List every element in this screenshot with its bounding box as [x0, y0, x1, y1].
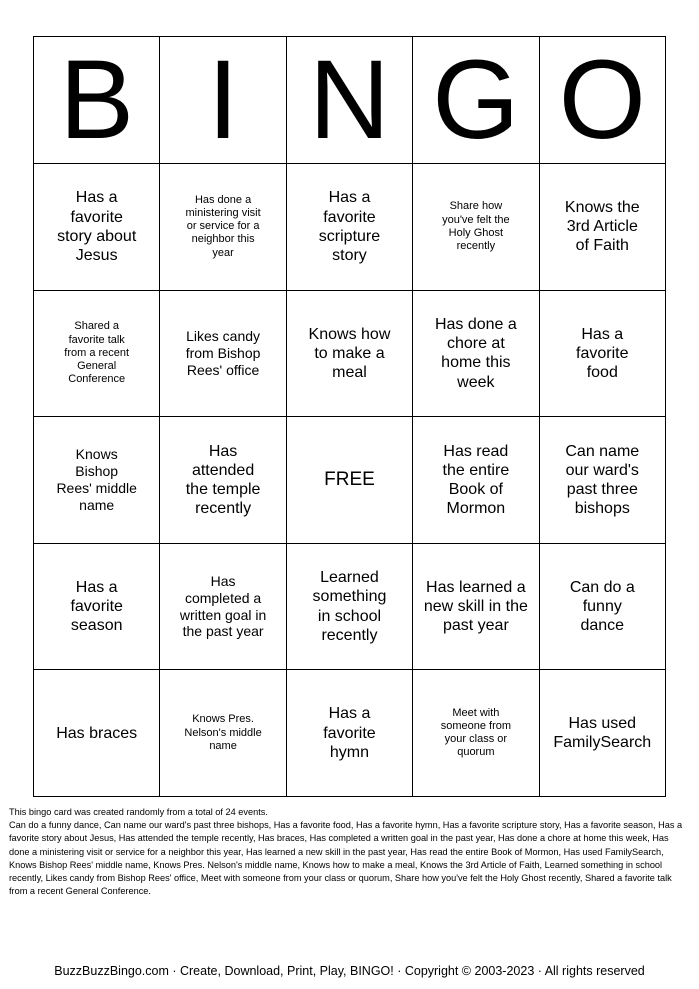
bingo-card	[33, 36, 666, 797]
bingo-cell[interactable]	[160, 164, 286, 291]
bingo-cell[interactable]	[539, 164, 665, 291]
bingo-cell[interactable]	[413, 543, 539, 670]
bingo-cell[interactable]	[160, 417, 286, 544]
bingo-cell[interactable]	[539, 543, 665, 670]
bingo-cell-text: Has a favorite hymn	[323, 705, 376, 761]
bingo-cell[interactable]	[160, 670, 286, 797]
bingo-cell-text: Has a favorite scripture story	[318, 189, 381, 264]
bingo-cell[interactable]	[286, 290, 412, 417]
bingo-cell[interactable]	[160, 290, 286, 417]
bingo-cell-text: Has read the entire Book of Mormon	[442, 442, 510, 518]
header-letter-i: I	[160, 37, 286, 164]
card-info-event-list: Can do a funny dance, Can name our ward's past three bishops, Has a favorite food, Has a favorite hymn, Has a favorite scripture story, Has a favorite season, Has a favorite story about Jesus, Has attended the temple recently, Has braces, Has completed a written goal in the past year, Has done a chore at home this week, Has done a ministering visit or service for a neighbor this year, Has learned a new skill in the past year, Has read the entire Book of Mormon, Has used FamilySearch, Knows Bishop Rees' middle name, Knows Pres. Nelson's middle name, Knows how to make a meal, Knows the 3rd Article of Faith, Learned something in school recently, Likes candy from Bishop Rees' office, Meet with someone from your class or quorum, Share how you've felt the Holy Ghost recently, Shared a favorite talk from a recent General Conference.	[9, 820, 683, 897]
header-letter-n: N	[286, 37, 412, 164]
bingo-cell-text: Has used FamilySearch	[553, 714, 652, 752]
header-letter-g: G	[413, 37, 539, 164]
bingo-cell[interactable]	[286, 543, 412, 670]
free-space[interactable]	[286, 417, 412, 544]
bingo-cell[interactable]	[34, 417, 160, 544]
bingo-cell-text: Likes candy from Bishop Rees' office	[185, 328, 261, 378]
bingo-row	[34, 290, 666, 417]
bingo-cell-text: Has a favorite food	[576, 325, 629, 381]
bingo-cell-text: Has braces	[56, 724, 138, 742]
bingo-cell[interactable]	[286, 670, 412, 797]
bingo-cell[interactable]	[539, 670, 665, 797]
bingo-cell[interactable]	[413, 164, 539, 291]
bingo-row	[34, 164, 666, 291]
bingo-row	[34, 670, 666, 797]
site-footer: BuzzBuzzBingo.com · Create, Download, Print, Play, BINGO! · Copyright © 2003-2023 · All rights reserved	[54, 964, 645, 978]
bingo-cell-text: Has completed a written goal in the past year	[179, 572, 267, 640]
bingo-cell-text: Share how you've felt the Holy Ghost recently	[442, 200, 510, 252]
bingo-cell-text: Has attended the temple recently	[185, 442, 261, 518]
card-info	[9, 806, 691, 898]
header-letter-b: B	[34, 37, 160, 164]
bingo-cell-text: FREE	[324, 468, 375, 490]
bingo-cell-text: Has a favorite season	[70, 578, 123, 635]
bingo-cell[interactable]	[160, 543, 286, 670]
bingo-cell[interactable]	[34, 670, 160, 797]
bingo-cell[interactable]	[34, 290, 160, 417]
bingo-cell[interactable]	[34, 543, 160, 670]
bingo-row	[34, 543, 666, 670]
bingo-cell-text: Can name our ward's past three bishops	[565, 442, 640, 518]
bingo-cell-text: Meet with someone from your class or quorum	[440, 706, 512, 759]
bingo-cell-text: Has learned a new skill in the past year	[423, 578, 528, 635]
bingo-cell-text: Knows Pres. Nelson's middle name	[184, 713, 262, 752]
bingo-cell-text: Has a favorite story about Jesus	[57, 189, 137, 264]
bingo-cell[interactable]	[539, 290, 665, 417]
bingo-cell-text: Knows the 3rd Article of Faith	[564, 199, 640, 255]
bingo-cell-text: Knows Bishop Rees' middle name	[56, 446, 137, 513]
bingo-cell[interactable]	[286, 164, 412, 291]
header-letter-o: O	[539, 37, 665, 164]
bingo-cell-text: Has done a chore at home this week	[434, 316, 517, 391]
bingo-cell-text: Has done a ministering visit or service for a neighbor this year	[185, 193, 261, 259]
bingo-cell[interactable]	[413, 417, 539, 544]
bingo-cell[interactable]	[34, 164, 160, 291]
bingo-cell[interactable]	[539, 417, 665, 544]
bingo-cell-text: Learned something in school recently	[312, 569, 387, 644]
bingo-cell[interactable]	[413, 290, 539, 417]
card-info-summary: This bingo card was created randomly from a total of 24 events.	[9, 807, 268, 817]
bingo-cell[interactable]	[413, 670, 539, 797]
bingo-header-row	[34, 37, 666, 164]
bingo-cell-text: Knows how to make a meal	[308, 325, 391, 381]
bingo-cell-text: Shared a favorite talk from a recent General Conference	[64, 320, 130, 386]
bingo-cell-text: Can do a funny dance	[569, 578, 635, 635]
bingo-row	[34, 417, 666, 544]
